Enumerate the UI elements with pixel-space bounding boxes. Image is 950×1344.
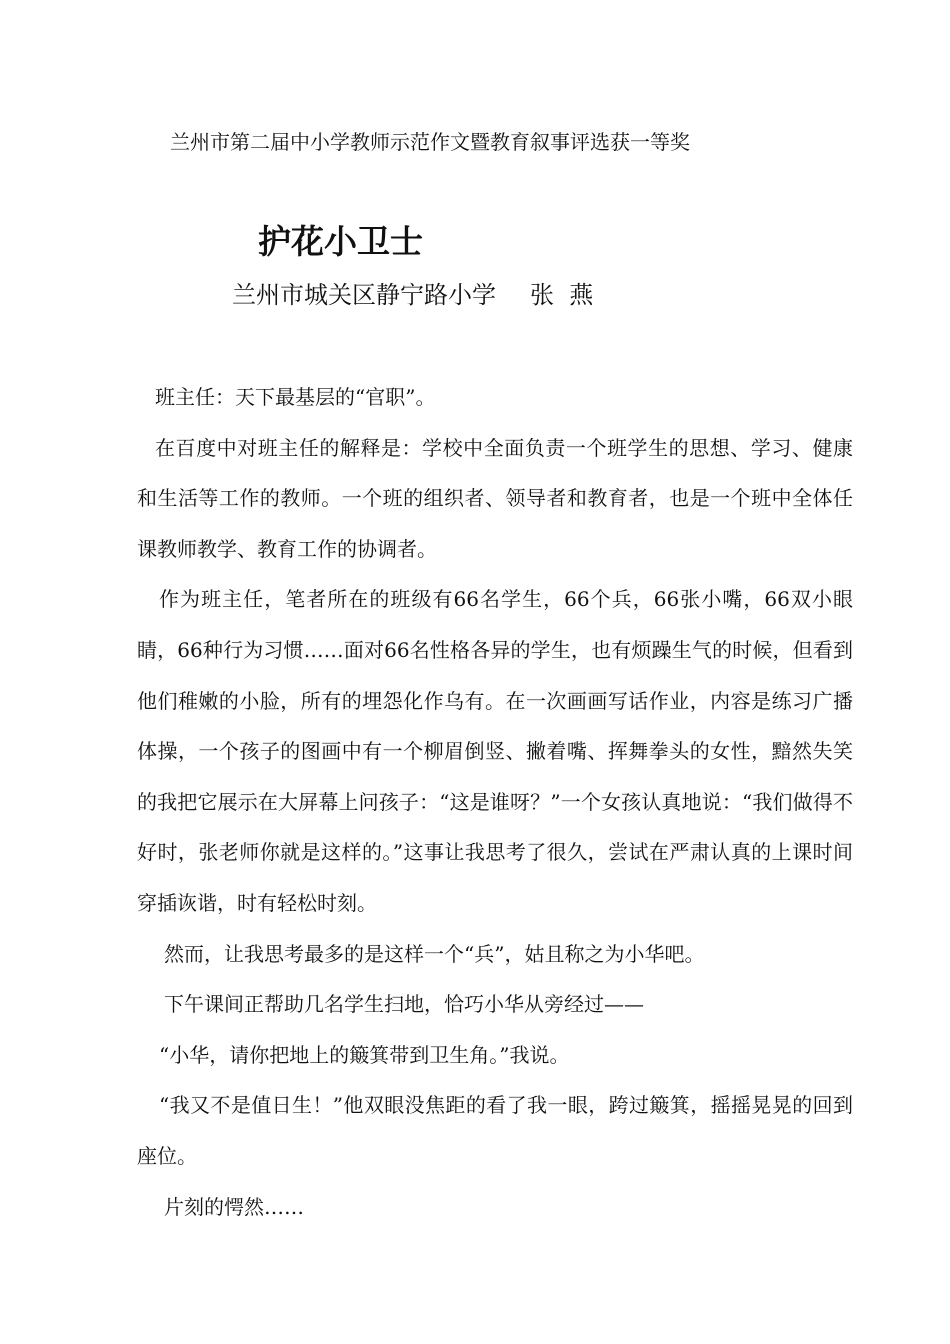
paragraph: 班主任：天下最基层的“官职”。 <box>155 385 436 409</box>
paragraph: 作为班主任，笔者所在的班级有66名学生，66个兵，66张小嘴，66双小眼睛，66种行为习惯……面对66名性格各异的学生，也有烦躁生气的时候，但看到他们稚嫩的小脸，所有的埋怨化作乌有。在一次画画写话作业，内容是练习广播体操，一个孩子的图画中有一个柳眉倒竖、撇着嘴、挥舞拳头的女性，黯然失笑的我把它展示在大屏幕上问孩子：“这是谁呀？”一个女孩认真地说：“我们做得不好时，张老师你就是这样的。”这事让我思考了很久，尝试在严肃认真的上课时间穿插诙谐，时有轻松时刻。 <box>137 587 853 915</box>
paragraph: “小华，请你把地上的簸箕带到卫生角。”我说。 <box>159 1042 570 1067</box>
school-name: 兰州市城关区静宁路小学 <box>232 281 496 309</box>
paragraph: 然而，让我思考最多的是这样一个“兵”，姑且称之为小华吧。 <box>164 941 705 966</box>
author-line <box>232 278 593 312</box>
paragraph: 片刻的愕然…… <box>164 1194 304 1219</box>
author-name: 张 燕 <box>530 281 594 309</box>
article-body <box>137 372 853 1232</box>
paragraph: “我又不是值日生！”他双眼没焦距的看了我一眼，跨过簸箕，摇摇晃晃的回到座位。 <box>137 1093 853 1168</box>
paragraph: 下午课间正帮助几名学生扫地，恰巧小华从旁经过—— <box>164 992 644 1017</box>
paragraph: 在百度中对班主任的解释是：学校中全面负责一个班学生的思想、学习、健康和生活等工作的教师。一个班的组织者、领导者和教育者，也是一个班中全体任课教师教学、教育工作的协调者。 <box>137 435 853 561</box>
award-header: 兰州市第二届中小学教师示范作文暨教育叙事评选获一等奖 <box>170 130 690 154</box>
article-title: 护花小卫士 <box>258 222 423 261</box>
